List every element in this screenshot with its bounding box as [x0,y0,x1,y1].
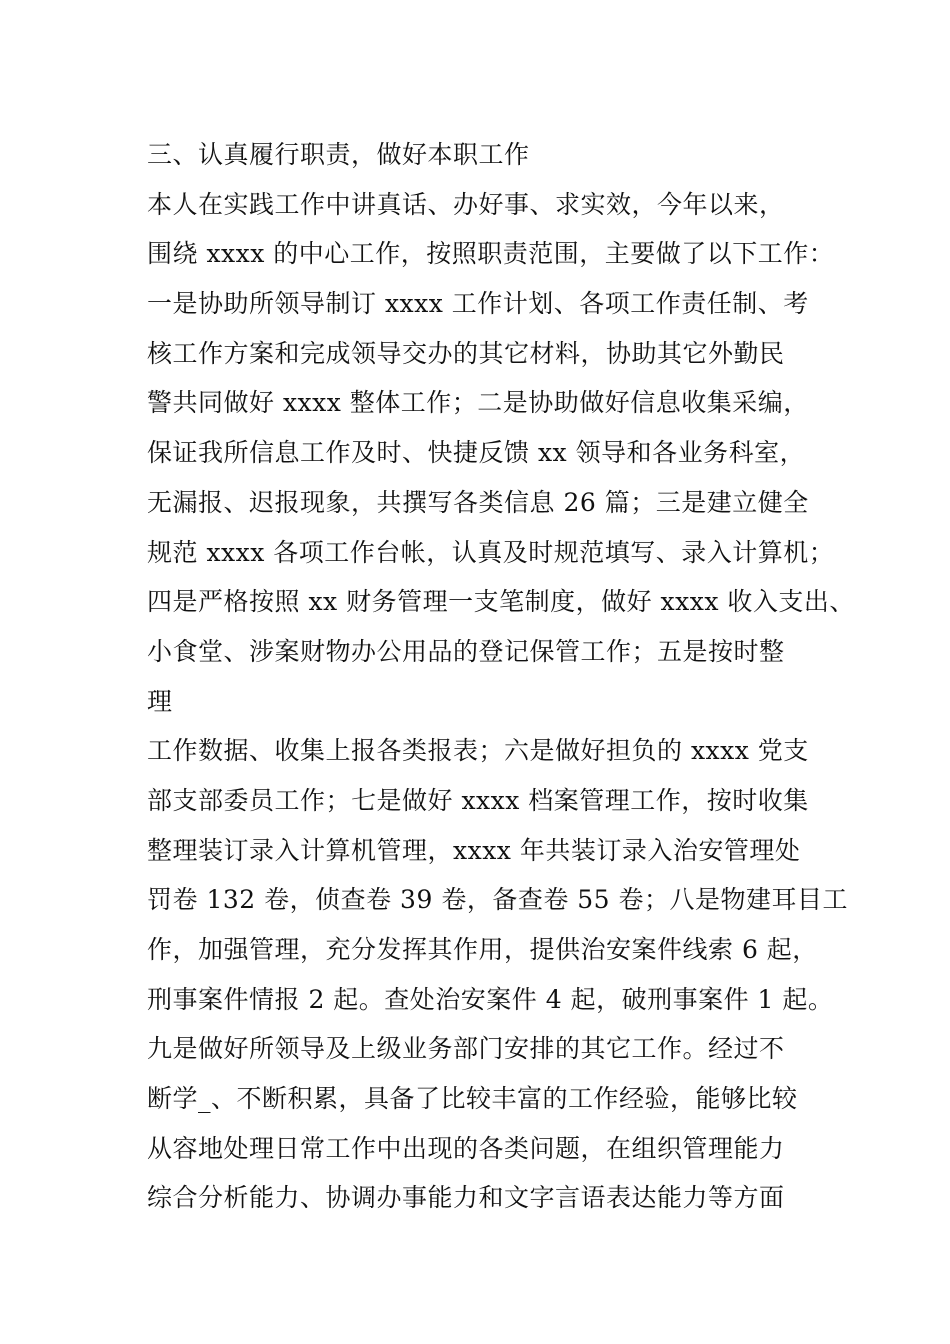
text-line: 整理装订录入计算机管理，xxxx 年共装订录入治安管理处 [147,835,801,865]
text-line: 工作数据、收集上报各类报表；六是做好担负的 xxxx 党支 [147,736,809,766]
text-line: 保证我所信息工作及时、快捷反馈 xx 领导和各业务科室， [147,438,806,468]
text-line: 小食堂、涉案财物办公用品的登记保管工作；五是按时整 [147,636,785,666]
text-line: 综合分析能力、协调办事能力和文字言语表达能力等方面 [147,1183,785,1213]
text-line: 罚卷 132 卷，侦查卷 39 卷，备查卷 55 卷；八是物建耳目工 [147,885,849,915]
text-line: 断学_、不断积累，具备了比较丰富的工作经验，能够比较 [147,1084,798,1114]
text-line: 九是做好所领导及上级业务部门安排的其它工作。经过不 [147,1034,785,1064]
text-line: 无漏报、迟报现象，共撰写各类信息 26 篇；三是建立健全 [147,487,809,517]
section-heading: 三、认真履行职责，做好本职工作 [147,140,530,169]
text-line: 本人在实践工作中讲真话、办好事、求实效，今年以来， [147,189,785,219]
text-line: 作，加强管理，充分发挥其作用，提供治安案件线索 6 起， [147,935,818,964]
text-line: 警共同做好 xxxx 整体工作；二是协助做好信息收集采编， [147,388,809,418]
text-line: 理 [147,686,173,716]
document-body [147,130,855,1223]
text-line: 核工作方案和完成领导交办的其它材料，协助其它外勤民 [147,338,785,368]
text-line: 规范 xxxx 各项工作台帐，认真及时规范填写、录入计算机； [147,537,835,567]
text-line: 四是严格按照 xx 财务管理一支笔制度，做好 xxxx 收入支出、 [147,587,855,617]
text-line: 一是协助所领导制订 xxxx 工作计划、各项工作责任制、考 [147,289,809,319]
text-line: 围绕 xxxx 的中心工作，按照职责范围，主要做了以下工作： [147,239,835,269]
text-line: 部支部委员工作；七是做好 xxxx 档案管理工作，按时收集 [147,785,809,815]
text-line: 从容地处理日常工作中出现的各类问题，在组织管理能力 [147,1133,785,1163]
text-line: 刑事案件情报 2 起。查处治安案件 4 起，破刑事案件 1 起。 [147,984,834,1014]
